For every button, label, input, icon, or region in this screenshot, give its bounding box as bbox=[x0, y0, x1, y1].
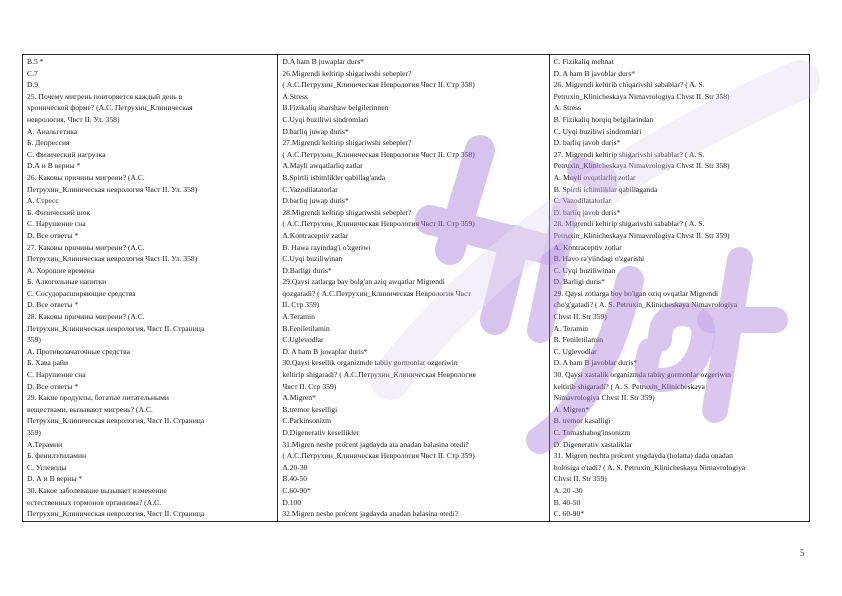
text-line: B.5 * bbox=[27, 57, 44, 66]
text-line: C. Uyqi buziliwi sindromlari bbox=[553, 126, 642, 136]
text-line: C.Uglevodlar bbox=[282, 335, 324, 345]
text-line: 27. Migrendi keltirip shigarivshi sabablar? ( A. S. bbox=[553, 149, 705, 159]
text-line: cho'g'gatadi? ( A. S. Petruxin_Klinicheskaya Nimavrologiya bbox=[553, 300, 738, 310]
text-line: B. tremor kasalligi bbox=[553, 416, 611, 426]
text-line: Petruxin_Klinicheskaya Nimavrologiya Chvst II. Str 358) bbox=[553, 91, 730, 101]
text-line: B. 40-50 bbox=[553, 497, 581, 507]
text-line: 359) bbox=[27, 428, 41, 437]
text-line: Petruxin_Klinicheskaya Nimavrologiya Chvst II. Str 359) bbox=[553, 230, 730, 240]
text-line: естественных гормонов организма? (А.С. bbox=[27, 497, 162, 507]
text-line: С. Физический нагрузка bbox=[27, 149, 106, 159]
text-line: 26. Каковы причины мигрени? (А.С. bbox=[27, 172, 145, 182]
text-line: 27.Migrendi keltirip shigariwshi sebepler? bbox=[282, 138, 412, 148]
text-line: A. 20 -30 bbox=[553, 485, 583, 495]
text-line: Б. Физический шок bbox=[27, 207, 91, 217]
text-line: A.Mayli awqatlarliq zatlar bbox=[282, 161, 363, 171]
text-line: A. Kontraceptiv zotlar bbox=[553, 242, 622, 252]
text-line: D. A ham B javoblar duris* bbox=[553, 358, 638, 368]
text-line: D.9 bbox=[27, 80, 39, 90]
text-line: D.A ham B juwaplar durs* bbox=[282, 57, 364, 66]
column-russian bbox=[23, 55, 277, 521]
text-line: Nimavrologiya Chvst II. Str 359) bbox=[553, 393, 655, 403]
text-line: D.А и В верны * bbox=[27, 161, 81, 171]
text-line: 30. Qaysi xastalik organizmda tabiiy gormonlar ozgeriwin bbox=[553, 370, 731, 380]
text-line: ( А.С.Петрухин_Клиническая Неврология Чвст II. Стр 358) bbox=[282, 80, 475, 90]
text-line: 30.Qaysi kesellik organizmde tabiiy gormonlar ozgeriwin bbox=[282, 358, 458, 368]
text-line: D. Все ответы * bbox=[27, 300, 79, 310]
text-line: B.Feniletilamin bbox=[282, 323, 330, 333]
text-line: Петрухин_Клиническая неврология, Чвст II. Страница bbox=[27, 323, 205, 333]
text-line: 27. Каковы причины мигрени? (А.С. bbox=[27, 242, 145, 252]
text-line: веществами, вызывают мигрень? (А.С. bbox=[27, 404, 153, 414]
column-uzbek bbox=[549, 55, 809, 521]
text-line: A. Teramin bbox=[553, 323, 589, 333]
text-line: Петрухин_Клиническая неврология, Чвст II. Страница bbox=[27, 416, 205, 426]
text-line: Петрухин_Клиническая неврология Чвст II. Ул. 358) bbox=[27, 184, 198, 194]
text-line: 29. Qaysi zotlarga boy bo'lgan oziq ovqatlar Migrendi bbox=[553, 288, 719, 298]
text-line: C.Parkinsonizm bbox=[282, 416, 332, 426]
text-line: Б. Депрессия bbox=[27, 138, 70, 148]
text-line: B.tremor keselligi bbox=[282, 404, 338, 414]
text-line: A. Stress bbox=[553, 103, 582, 113]
text-line: ( А.С.Петрухин_Клиническая Неврология Чвст II. Стр 358) bbox=[282, 149, 475, 159]
page-number: 5 bbox=[800, 548, 805, 558]
text-line: Чвст II. Стр 359) bbox=[282, 381, 337, 391]
text-line: 28. Каковы причины мигрени? (А.С. bbox=[27, 312, 145, 322]
text-line: C.60-90* bbox=[282, 485, 311, 495]
text-line: А. Хорошие времена bbox=[27, 265, 95, 275]
text-line: D.Digenerativ kesellikler bbox=[282, 428, 360, 437]
text-line: Петрухин_Клиническая неврология, Чвст II. Страница bbox=[27, 509, 205, 519]
text-line: А.Терамин bbox=[27, 439, 63, 449]
column-karakalpak bbox=[277, 55, 548, 521]
text-line: B. Havo ra'yiindagi o'zgarishi bbox=[553, 254, 645, 264]
text-line: А. Анальгетика bbox=[27, 126, 78, 136]
text-line: С. Нарушение сна bbox=[27, 370, 86, 380]
text-line: ( А.С.Петрухин_Клиническая Неврология Чвст II. Стр 359) bbox=[282, 451, 475, 461]
text-line: 26.Migrendi keltirip shigariwshi sebepler? bbox=[282, 68, 412, 78]
text-line: A.Teramin bbox=[282, 312, 315, 322]
text-line: С. Углеводы bbox=[27, 462, 67, 472]
text-line: хронической форме? (А.С. Петрухин_Клиническая bbox=[27, 103, 193, 113]
text-line: C. Fizikaliq mehnat bbox=[553, 57, 614, 66]
text-line: C. 60-90* bbox=[553, 509, 585, 519]
text-line: D. Все ответы * bbox=[27, 381, 79, 391]
text-line: Петрухин_Клиническая неврология Чвст II. Ул. 358) bbox=[27, 254, 198, 264]
text-line: B.Fizikaliq sharshaw belgilerinnen bbox=[282, 103, 389, 113]
text-line: Petruxin_Klinicheskaya Nimavrologiya Chvst II. Str 358) bbox=[553, 161, 730, 171]
text-line: D. barliq javob duris* bbox=[553, 138, 621, 148]
text-line: 26. Migrendi keltirib chiqarivshi sabablar? ( A. S. bbox=[553, 80, 705, 90]
text-line: 29.Qaysi zatlarga bay bolg'an aziq awqatlar Migrendi bbox=[282, 277, 445, 287]
text-line: C. Uyqi buziliwinan bbox=[553, 265, 616, 275]
text-line: keltirip shigaradi? ( А.С.Петрухин_Клиническая Неврология bbox=[282, 370, 476, 380]
text-line: B. Fizikaliq horqiq belgilarindan bbox=[553, 114, 654, 124]
text-line: D. barliq javob duris* bbox=[553, 207, 621, 217]
text-line: неврология, Чвст II. Ул. 358) bbox=[27, 114, 120, 124]
text-line: A. Migren* bbox=[553, 404, 590, 414]
text-line: D.barliq juwap duris* bbox=[282, 126, 349, 136]
text-line: D. A ham B juwaplar duris* bbox=[282, 346, 368, 356]
text-line: C. Tomashabog'insonizm bbox=[553, 428, 631, 437]
text-line: 30. Какое заболевание вызывает изменение bbox=[27, 485, 167, 495]
text-line: C. Uglevodlar bbox=[553, 346, 597, 356]
text-line: А. Стресс bbox=[27, 196, 59, 206]
text-line: bolosiga o'tadi? ( A. S. Petruxin_Klinicheskaya Nimavrologiya bbox=[553, 462, 746, 472]
text-line: Б. Хава райи bbox=[27, 358, 69, 368]
text-line: С. Сосудорасширяющие средства bbox=[27, 288, 136, 298]
text-line: Chvst II. Str 359) bbox=[553, 312, 607, 322]
text-line: D. Digenerativ xastaliklar bbox=[553, 439, 633, 449]
text-line: qozgatadi? ( А.С.Петрухин_Клиническая Неврология Чвст bbox=[282, 288, 471, 298]
text-line: A.Stress bbox=[282, 91, 308, 101]
watermark-text: Hi Jat bbox=[330, 20, 333, 21]
text-line: Б. фенилэтиламин bbox=[27, 451, 87, 461]
text-line: Chvst II. Str 359) bbox=[553, 474, 607, 484]
text-line: D.100 bbox=[282, 497, 302, 507]
text-line: 25. Почему мигрень повторяется каждый день в bbox=[27, 91, 183, 101]
text-line: A.Kontraceptiv zatlar bbox=[282, 230, 349, 240]
text-line: B. Spirtli ichimliklar qabillaganda bbox=[553, 184, 658, 194]
text-line: 359) bbox=[27, 335, 41, 345]
quiz-table bbox=[22, 54, 810, 522]
text-line: 32.Migren neshe pro̊cent jagdayda anadan balasina otedi? bbox=[282, 509, 459, 519]
text-line: B. Hawa rayindag'i o'zgeriwi bbox=[282, 242, 371, 252]
text-line: D.barliq juwap duris* bbox=[282, 196, 349, 206]
text-line: A. Moyli ovqatlarliq zotlar bbox=[553, 172, 636, 182]
text-line: С. Нарушение сна bbox=[27, 219, 86, 229]
text-line: D. А и В верны * bbox=[27, 474, 83, 484]
text-line: C. Vazodilatatorlar bbox=[553, 196, 611, 206]
text-line: A.Migren* bbox=[282, 393, 316, 403]
text-line: C.Uyqi buziliwi sindromlari bbox=[282, 114, 369, 124]
text-line: 28. Migrendi keltirip shigarivshi sabablar? ( A. S. bbox=[553, 219, 705, 229]
text-line: D. Все ответы * bbox=[27, 230, 79, 240]
text-line: D.Barligi duris* bbox=[282, 265, 332, 275]
text-line: D. A ham B javoblar durs* bbox=[553, 68, 636, 78]
text-line: 31. Migren nechta pro̊cent yogdayda (holatta) dada onadan bbox=[553, 451, 733, 461]
text-line: A.20-30 bbox=[282, 462, 308, 472]
text-line: C.Vazodilatatorlar bbox=[282, 184, 338, 194]
text-line: Б. Алкогольные напитки bbox=[27, 277, 107, 287]
text-line: ( А.С.Петрухин_Клиническая Неврология Чвст II. Стр 359) bbox=[282, 219, 475, 229]
text-line: B.40-50 bbox=[282, 474, 308, 484]
text-line: C.7 bbox=[27, 68, 38, 78]
text-line: D. Barligi duris* bbox=[553, 277, 605, 287]
text-line: А. Противозачаточные средства bbox=[27, 346, 130, 356]
text-line: B. Feniletilamin bbox=[553, 335, 604, 345]
text-line: 31.Migren neshe pro̊cent jagdayda ata anadan balasina otedi? bbox=[282, 439, 469, 449]
text-line: B.Spirtli ishimlikler qabillag'anda bbox=[282, 172, 386, 182]
text-line: keltirib shigaradi? ( A. S. Petruxin_Klinicheskaya bbox=[553, 381, 705, 391]
text-line: 29. Какие продукты, богатые питательными bbox=[27, 393, 169, 403]
text-line: C.Uyqi buziliwinan bbox=[282, 254, 343, 264]
text-line: 28.Migrendi keltirip shigariwshi sebepler? bbox=[282, 207, 412, 217]
text-line: II. Стр 359) bbox=[282, 300, 320, 310]
